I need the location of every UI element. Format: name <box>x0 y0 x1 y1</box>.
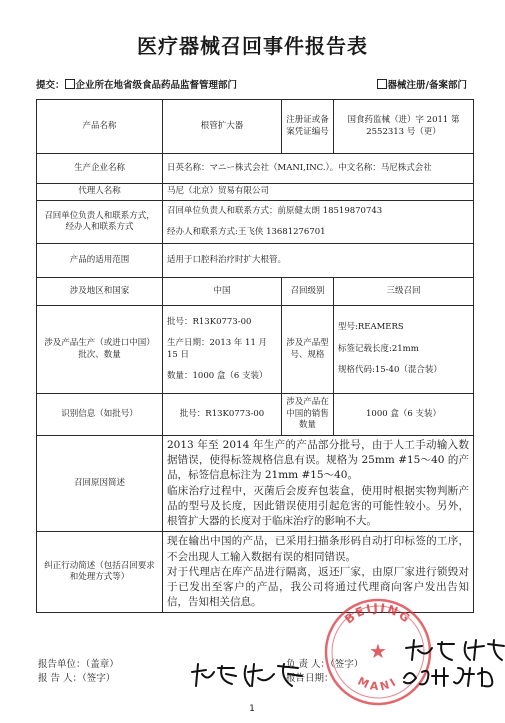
contact-line-1: 召回单位负责人和联系方式：前原健太朗 18519870743 <box>167 205 383 216</box>
batch-value <box>163 306 282 394</box>
svg-text:BEIJING <box>342 601 414 627</box>
model-type: 型号:REAMERS <box>338 322 404 333</box>
identification-value: 批号：R13K0773-00 <box>163 394 282 436</box>
sales-label: 涉及产品在中国的销售数量 <box>282 394 334 436</box>
recall-level-label: 召回级别 <box>282 278 334 306</box>
agent-label: 代理人名称 <box>37 184 163 201</box>
table-row <box>37 394 474 436</box>
report-unit-label: 报告单位：（盖章） <box>38 659 119 670</box>
agent-value: 马尼（北京）贸易有限公司 <box>163 184 474 201</box>
manufacturer-value: 日英名称：マニー株式会社（MANI,INC.）。中文名称：马尼株式会社 <box>163 154 474 184</box>
provincial-option-label: 企业所在地省级食品药品监督管理部门 <box>75 80 238 91</box>
recall-form-table <box>36 99 474 613</box>
spec-code: 规格代码:15-40（混合装） <box>338 365 442 376</box>
reason-label: 召回原因简述 <box>37 436 163 532</box>
reporter-signature-icon <box>188 660 308 690</box>
reporter-label: 报 告 人：（签字） <box>38 673 116 684</box>
batch-label: 涉及产品生产（或进口中国）批次、数量 <box>37 306 163 394</box>
page-number: 1 <box>249 704 255 714</box>
reason-paragraph-2: 临床治疗过程中，灭菌后会废弃包装盒，使用时根据实物判断产品的型号及长度，因此错误使用引起危害的可能性较小。另外，根管扩大器的长度对于临床治疗的影响不大。 <box>167 484 469 528</box>
scope-value: 适用于口腔科治疗时扩大根管。 <box>163 244 474 278</box>
action-paragraph-1: 现在输出中国的产品，已采用扫描条形码自动打印标签的工序，不会出现人工输入数据有误的相同错误。 <box>167 535 469 563</box>
contact-label: 召回单位负责人和联系方式，经办人和联系方式 <box>37 201 163 244</box>
product-name-value: 根管扩大器 <box>163 100 282 154</box>
contact-line-2: 经办人和联系方式:王飞侠 13681276701 <box>167 227 326 237</box>
label-length: 标签记载长度:21mm <box>338 343 419 354</box>
table-row <box>37 278 474 306</box>
submit-right <box>377 77 467 91</box>
region-value: 中国 <box>163 278 282 306</box>
table-row <box>37 201 474 244</box>
table-row <box>37 184 474 201</box>
region-label: 涉及地区和国家 <box>37 278 163 306</box>
seal-bottom-text: MANI <box>355 674 401 694</box>
product-name-label: 产品名称 <box>37 100 163 154</box>
sales-value: 1000 盒（6 支装） <box>334 394 474 436</box>
batch-quantity: 数量：1000 盒（6 支装） <box>167 370 268 381</box>
page-title: 医疗器械召回事件报告表 <box>137 34 368 58</box>
seal-top-text: BEIJING <box>341 600 414 627</box>
table-row <box>37 306 474 394</box>
submit-prefix: 提交： <box>36 80 65 91</box>
table-row <box>37 436 474 532</box>
recall-level-value: 三级召回 <box>334 278 474 306</box>
reason-paragraph-1: 2013 年至 2014 年生产的产品部分批号，由于人工手动输入数据错误，使得标签规格信息有误。规格为 25mm #15～40 的产品，标签信息标注为 21mm #15～40。 <box>167 439 469 482</box>
model-value <box>334 306 474 394</box>
registration-label: 注册证或备案凭证编号 <box>282 100 334 154</box>
provincial-checkbox[interactable] <box>65 79 75 89</box>
table-row <box>37 154 474 184</box>
table-row <box>37 100 474 154</box>
action-label: 纠正行动简述（包括召回要求和处理方式等） <box>37 532 163 613</box>
production-date: 生产日期：2013 年 11 月 15 日 <box>167 338 268 360</box>
responsible-signature-icon <box>400 638 505 690</box>
action-paragraph-2: 对于代理店在库产品进行隔离，返还厂家，由原厂家进行锁毁对于已发出至客户的产品，我公司将通过代理商向客户发出告知信，告知相关信息。 <box>167 565 469 609</box>
footer <box>36 656 469 696</box>
registration-checkbox[interactable] <box>377 79 387 89</box>
contact-value <box>163 201 474 244</box>
batch-number: 批号：R13K0773-00 <box>167 316 252 327</box>
table-row <box>37 244 474 278</box>
identification-label: 识别信息（如批号） <box>37 394 163 436</box>
seal-star-icon: ★ <box>369 639 387 663</box>
submit-row <box>36 77 469 93</box>
model-label: 涉及产品型号、规格 <box>282 306 334 394</box>
reason-value <box>163 436 474 532</box>
report-date-label: 报告日期： <box>286 673 334 684</box>
registration-option-label: 器械注册/备案部门 <box>387 80 467 91</box>
registration-value: 国食药监械（进）字 2011 第 2552313 号（更） <box>334 100 474 154</box>
manufacturer-label: 生产企业名称 <box>37 154 163 184</box>
submit-left <box>36 77 237 91</box>
responsible-label: 负 责 人：（签字） <box>286 659 364 670</box>
scope-label: 产品的适用范围 <box>37 244 163 278</box>
